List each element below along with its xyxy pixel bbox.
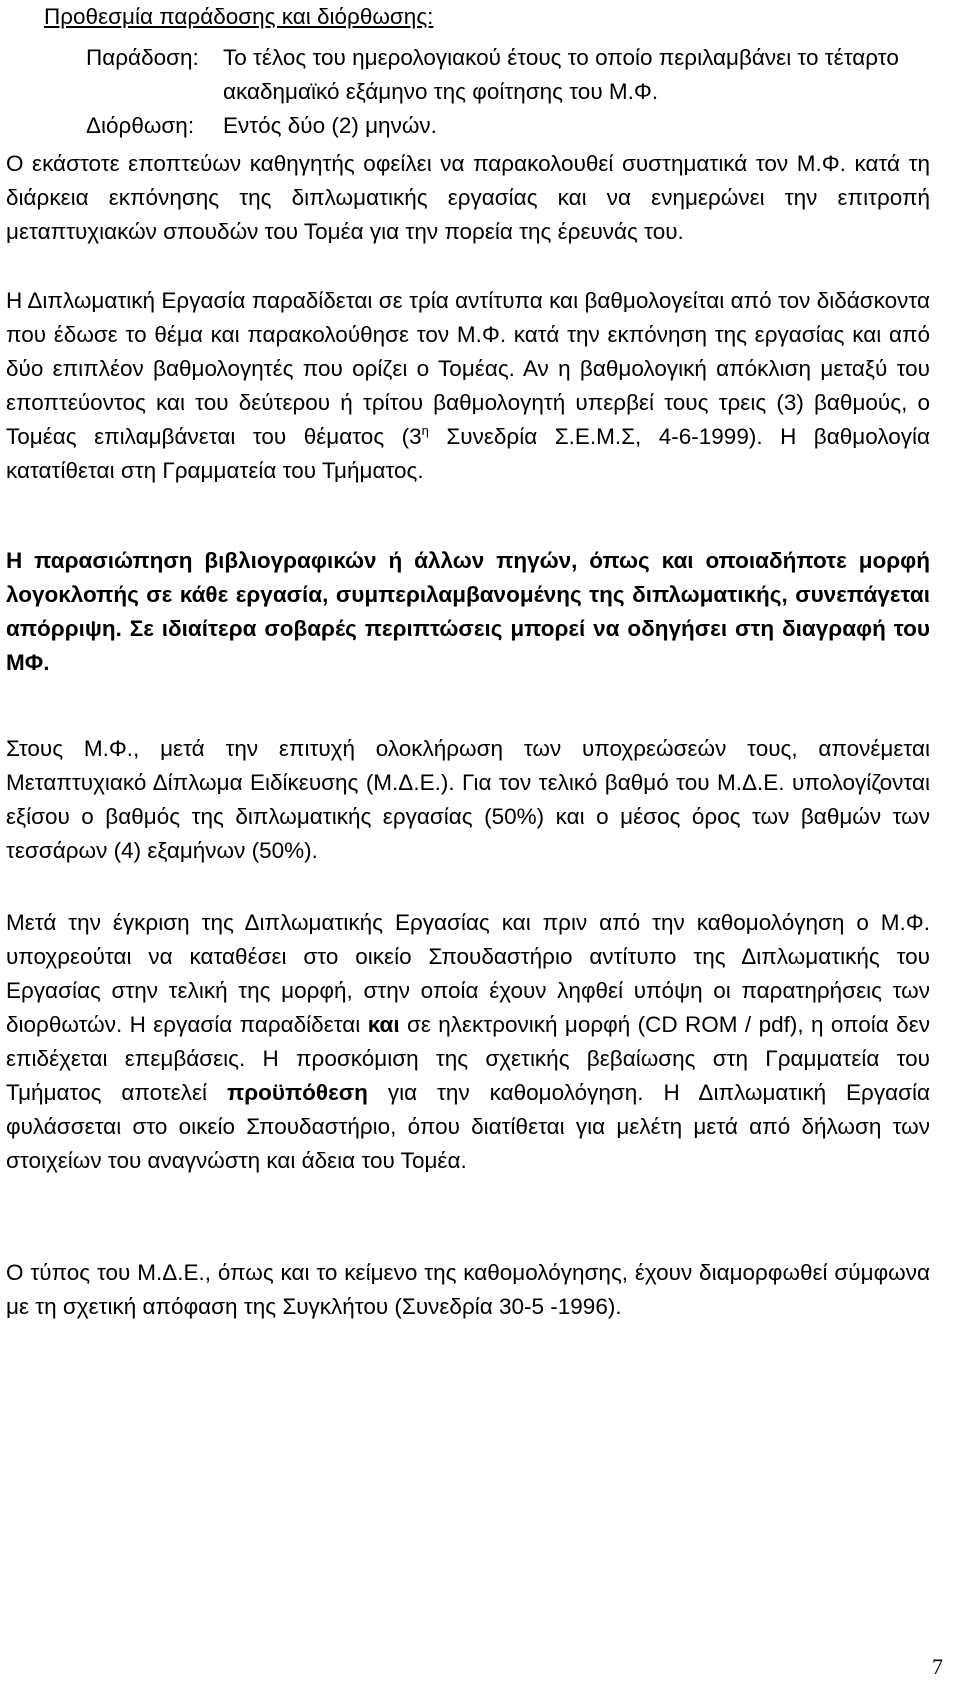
grading-text: Η Διπλωματική Εργασία παραδίδεται σε τρία αντίτυπα και βαθμολογείται από τον διδάσκοντα που έδωσε το θέμα και παρακολούθησε τον Μ.Φ. κατά την εκπόνηση της εργασίας και από δύο επιπλέον βαθμολογητές που ορίζει ο Τομέας. Αν η βαθμολογική απόκλιση μεταξύ του εποπτεύοντος και του δεύτερου ή τρίτου βαθμολογητή υπερβεί τους τρεις (3) βαθμούς, ο Τομέας επιλαμβάνεται του θέματος (3 [6,288,930,449]
deadline-delivery [86,41,936,109]
paragraph-plagiarism-warning: Η παρασιώπηση βιβλιογραφικών ή άλλων πηγών, όπως και οποιαδήποτε μορφή λογοκλοπής σε κάθε εργασία, συμπεριλαμβανομένης της διπλωματικής, συνεπάγεται απόρριψη. Σε ιδιαίτερα σοβαρές περιπτώσεις μπορεί να οδηγήσει στη διαγραφή του ΜΦ. [6,548,930,675]
deadline-term: Διόρθωση: [86,113,195,138]
paragraph-supervisor: Ο εκάστοτε εποπτεύων καθηγητής οφείλει να παρακολουθεί συστηματικά τον Μ.Φ. κατά τη διάρκεια εκπόνησης της διπλωματικής εργασίας και να ενημερώνει την επιτροπή μεταπτυχιακών σπουδών του Τομέα για την πορεία της έρευνάς του. [6,151,930,244]
deadline-description: Εντός δύο (2) μηνών. [223,113,437,138]
section-heading: Προθεσμία παράδοσης και διόρθωσης: [44,4,434,29]
submission-text-continued: σε ηλεκτρονική μορφή (CD ROM / pdf), η οποία δεν επιδέχεται επεμβάσεις. Η προσκόμιση της σχετικής βεβαίωσης στη Γραμματεία του Τμήματος αποτελεί [6,1012,930,1105]
ordinal-superscript: η [421,423,429,438]
submission-text: Μετά την έγκριση της Διπλωματικής Εργασίας και πριν από την καθομολόγηση ο Μ.Φ. υποχρεούται να καταθέσει στο οικείο Σπουδαστήριο αντίτυπο της Διπλωματικής του Εργασίας στην τελική της μορφή, στην οποία έχουν ληφθεί υπόψη οι παρατηρήσεις των διορθωτών. Η εργασία παραδίδεται [6,910,930,1037]
submission-text-end: για την καθομολόγηση. Η Διπλωματική Εργασία φυλάσσεται στο οικείο Σπουδαστήριο, όπου διατίθεται για μελέτη μετά από δήλωση των στοιχείων του αναγνώστη και άδεια του Τομέα. [6,1080,930,1173]
emphasis-and: και [367,1012,400,1037]
emphasis-prerequisite: προϋπόθεση [226,1080,368,1105]
deadline-description: Το τέλος του ημερολογιακού έτους το οποίο περιλαμβάνει το τέταρτο ακαδημαϊκό εξάμηνο της φοίτησης του Μ.Φ. [223,45,899,104]
paragraph-submission [6,906,930,1178]
page-number: 7 [932,1654,943,1679]
deadlines-list [86,41,936,143]
grading-text-continued: Συνεδρία Σ.Ε.Μ.Σ, 4-6-1999). Η βαθμολογία κατατίθεται στη Γραμματεία του Τμήματος. [6,424,930,483]
deadline-term: Παράδοση: [86,45,199,70]
paragraph-degree: Στους Μ.Φ., μετά την επιτυχή ολοκλήρωση των υποχρεώσεών τους, απονέμεται Μεταπτυχιακό Δίπλωμα Ειδίκευσης (Μ.Δ.Ε.). Για τον τελικό βαθμό του Μ.Δ.Ε. υπολογίζονται εξίσου ο βαθμός της διπλωματικής εργασίας (50%) και ο μέσος όρος των βαθμών των τεσσάρων (4) εξαμήνων (50%). [6,736,930,863]
paragraph-degree-form: Ο τύπος του Μ.Δ.Ε., όπως και το κείμενο της καθομολόγησης, έχουν διαμορφωθεί σύμφωνα με τη σχετική απόφαση της Συγκλήτου (Συνεδρία 30-5 -1996). [6,1260,930,1319]
paragraph-grading [6,284,930,488]
deadline-correction [86,109,936,143]
